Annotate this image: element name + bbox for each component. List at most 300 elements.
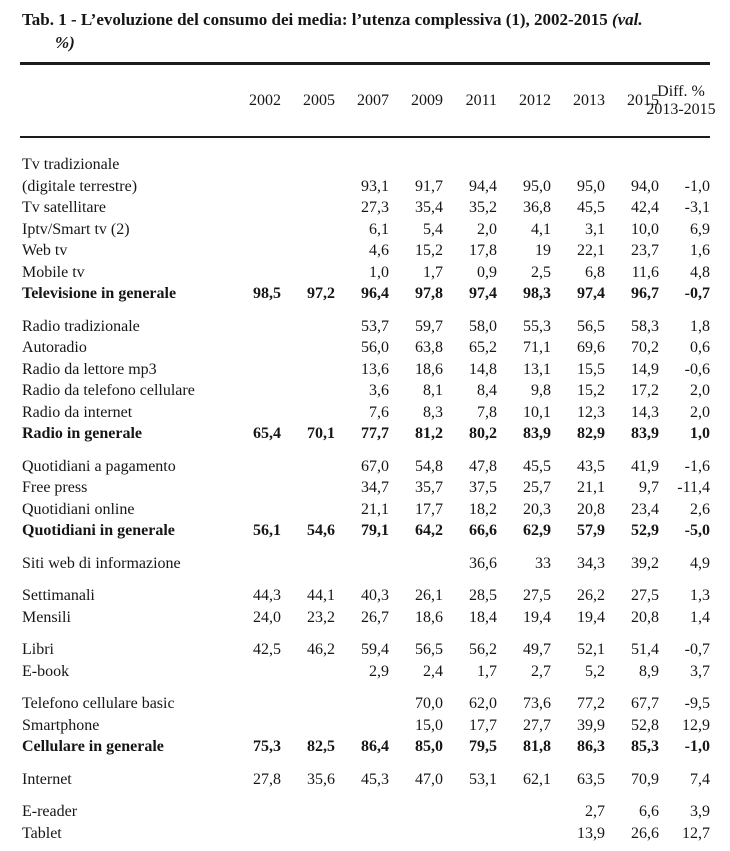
cell-value <box>229 499 283 521</box>
cell-value: 59,4 <box>361 641 389 658</box>
diff-header-line2: 2013-2015 <box>646 100 716 118</box>
cell-value: 20,8 <box>631 608 659 626</box>
cell-value: 55,3 <box>523 317 551 335</box>
cell-value: 6,8 <box>585 263 605 281</box>
cell-diff-value: 0,6 <box>690 339 710 356</box>
cell-value: 19,4 <box>577 608 605 626</box>
cell-value <box>283 262 337 284</box>
group-spacer <box>20 758 710 769</box>
table-row <box>20 197 710 219</box>
cell-value <box>229 359 283 381</box>
cell-value <box>283 553 337 575</box>
cell-value: 1,7 <box>423 263 443 281</box>
cell-value <box>499 823 553 845</box>
row-label: Quotidiani a pagamento <box>22 457 176 475</box>
cell-value <box>283 154 337 176</box>
table-row <box>20 661 710 683</box>
column-header-year: 2015 <box>627 91 659 109</box>
row-label: Settimanali <box>22 587 95 604</box>
cell-value <box>229 240 283 262</box>
cell-diff-value: 12,7 <box>682 824 710 842</box>
cell-value: 54,8 <box>415 457 443 475</box>
cell-value <box>229 197 283 219</box>
cell-value: 36,8 <box>523 199 551 216</box>
group-spacer <box>20 542 710 553</box>
cell-value: 21,1 <box>361 500 389 518</box>
cell-value: 6,1 <box>369 220 389 238</box>
row-label: Radio tradizionale <box>22 317 140 335</box>
cell-diff-value: -5,0 <box>684 522 710 539</box>
cell-value: 41,9 <box>631 457 659 475</box>
cell-value <box>229 823 283 845</box>
cell-value: 13,6 <box>361 360 389 378</box>
cell-diff-value: 4,8 <box>690 263 710 281</box>
cell-diff-value: 2,0 <box>690 382 710 399</box>
cell-value: 3,1 <box>585 220 605 238</box>
cell-value <box>229 154 283 176</box>
cell-value <box>283 477 337 499</box>
cell-value: 27,5 <box>631 587 659 604</box>
cell-diff-value: -0,7 <box>684 285 710 302</box>
cell-value: 11,6 <box>631 263 659 281</box>
cell-value: 86,3 <box>577 738 605 755</box>
row-label: Cellulare in generale <box>22 738 164 755</box>
cell-value: 15,2 <box>415 242 443 259</box>
cell-value <box>553 154 607 176</box>
cell-value: 81,8 <box>523 738 551 755</box>
cell-value: 8,4 <box>477 382 497 399</box>
table-row <box>20 477 710 499</box>
row-label: Smartphone <box>22 716 100 734</box>
table-row <box>20 283 710 305</box>
cell-value: 9,7 <box>639 479 659 496</box>
cell-value: 81,2 <box>415 425 443 442</box>
cell-value: 26,6 <box>631 824 659 842</box>
cell-value: 70,1 <box>307 425 335 442</box>
cell-value <box>283 337 337 359</box>
table-body <box>20 137 710 844</box>
cell-value: 93,1 <box>361 177 389 195</box>
cell-value <box>283 359 337 381</box>
column-header-year: 2005 <box>303 91 335 109</box>
cell-value <box>229 553 283 575</box>
cell-value: 47,0 <box>415 770 443 788</box>
cell-diff-value: -1,0 <box>684 177 710 195</box>
cell-value <box>283 715 337 737</box>
table-title-val-part1: (val. <box>611 10 643 29</box>
cell-value: 62,0 <box>469 695 497 712</box>
cell-value: 77,7 <box>361 425 389 442</box>
cell-diff-value: -0,6 <box>684 360 710 378</box>
cell-value <box>337 801 391 823</box>
cell-value: 53,7 <box>361 317 389 335</box>
cell-value <box>607 154 661 176</box>
cell-value: 70,0 <box>415 695 443 712</box>
table-header <box>20 64 716 138</box>
cell-value: 52,9 <box>631 522 659 539</box>
table-row <box>20 769 710 791</box>
cell-value: 28,5 <box>469 587 497 604</box>
table-row <box>20 154 710 176</box>
cell-value: 97,2 <box>307 285 335 302</box>
row-label: Web tv <box>22 242 68 259</box>
cell-diff-value: -1,6 <box>684 457 710 475</box>
cell-value: 98,5 <box>253 285 281 302</box>
cell-value: 34,7 <box>361 479 389 496</box>
table-row <box>20 359 710 381</box>
cell-value: 22,1 <box>577 242 605 259</box>
cell-value: 82,5 <box>307 738 335 755</box>
table-title-line1 <box>22 8 710 31</box>
cell-value: 0,9 <box>477 263 497 281</box>
table-title-line2 <box>22 31 710 54</box>
row-label: Radio in generale <box>22 425 142 442</box>
cell-value <box>283 499 337 521</box>
cell-value: 9,8 <box>531 382 551 399</box>
row-label: Radio da internet <box>22 403 133 421</box>
cell-value <box>337 553 391 575</box>
row-label: Tv tradizionale <box>22 156 120 173</box>
column-header-year: 2009 <box>411 91 443 109</box>
cell-value: 97,8 <box>415 285 443 302</box>
cell-value: 36,6 <box>469 554 497 572</box>
cell-value: 64,2 <box>415 522 443 539</box>
cell-value: 57,9 <box>577 522 605 539</box>
group-spacer <box>20 682 710 693</box>
cell-value: 27,5 <box>523 587 551 604</box>
table-row <box>20 380 710 402</box>
cell-value: 7,8 <box>477 403 497 421</box>
cell-value: 47,8 <box>469 457 497 475</box>
cell-value: 12,3 <box>577 403 605 421</box>
row-label: Libri <box>22 641 54 658</box>
cell-value: 79,1 <box>361 522 389 539</box>
cell-value: 35,4 <box>415 199 443 216</box>
cell-diff-value: -3,1 <box>684 199 710 216</box>
cell-value <box>337 715 391 737</box>
cell-value: 7,6 <box>369 403 389 421</box>
cell-value <box>445 801 499 823</box>
cell-value: 62,1 <box>523 770 551 788</box>
cell-value <box>283 456 337 478</box>
cell-value: 46,2 <box>307 641 335 658</box>
cell-value: 13,9 <box>577 824 605 842</box>
cell-value: 33 <box>535 554 551 572</box>
table-row <box>20 316 710 338</box>
cell-value <box>391 154 445 176</box>
cell-value: 56,5 <box>577 317 605 335</box>
cell-value: 8,3 <box>423 403 443 421</box>
cell-diff-value: 1,0 <box>690 425 710 442</box>
cell-value <box>283 176 337 198</box>
cell-value: 95,0 <box>523 177 551 195</box>
row-label: E-reader <box>22 803 78 820</box>
cell-value: 19,4 <box>523 608 551 626</box>
cell-value: 23,7 <box>631 242 659 259</box>
row-label: Free press <box>22 479 88 496</box>
cell-value <box>229 402 283 424</box>
table-title <box>22 8 710 54</box>
cell-diff-value: 12,9 <box>682 716 710 734</box>
cell-value: 54,6 <box>307 522 335 539</box>
cell-value <box>283 240 337 262</box>
cell-value <box>229 456 283 478</box>
diff-header-line1: Diff. % <box>657 82 705 100</box>
column-header-year: 2013 <box>573 91 605 109</box>
cell-value: 14,9 <box>631 360 659 378</box>
table-header-row <box>20 64 710 138</box>
cell-value <box>283 823 337 845</box>
cell-value <box>283 219 337 241</box>
table-row <box>20 176 710 198</box>
cell-value: 2,0 <box>477 220 497 238</box>
cell-value: 96,7 <box>631 285 659 302</box>
table-row <box>20 337 710 359</box>
cell-value <box>391 823 445 845</box>
group-spacer <box>20 574 710 585</box>
cell-value: 8,1 <box>423 382 443 399</box>
cell-value: 59,7 <box>415 317 443 335</box>
empty-header-cell <box>20 64 229 138</box>
cell-value: 3,6 <box>369 382 389 399</box>
cell-value: 44,1 <box>307 587 335 604</box>
cell-value: 8,9 <box>639 662 659 680</box>
cell-diff-value: 1,4 <box>690 608 710 626</box>
table-row <box>20 607 710 629</box>
cell-value <box>229 693 283 715</box>
row-label: Quotidiani online <box>22 500 135 518</box>
cell-value: 6,6 <box>639 803 659 820</box>
cell-value: 73,6 <box>523 695 551 712</box>
cell-value: 18,6 <box>415 608 443 626</box>
row-label: Radio da lettore mp3 <box>22 360 157 378</box>
row-label: E-book <box>22 662 70 680</box>
cell-value <box>283 661 337 683</box>
row-label: Telefono cellulare basic <box>22 695 175 712</box>
cell-value: 35,7 <box>415 479 443 496</box>
cell-value <box>229 380 283 402</box>
row-label: Iptv/Smart tv (2) <box>22 220 130 238</box>
cell-value: 96,4 <box>361 285 389 302</box>
group-spacer <box>20 790 710 801</box>
cell-value: 97,4 <box>469 285 497 302</box>
cell-value: 27,3 <box>361 199 389 216</box>
cell-value: 62,9 <box>523 522 551 539</box>
cell-diff-value: 2,6 <box>690 500 710 518</box>
table-row <box>20 715 710 737</box>
table-row <box>20 639 710 661</box>
cell-value: 63,5 <box>577 770 605 788</box>
table-row <box>20 499 710 521</box>
table-title-val-part2: %) <box>55 33 75 52</box>
cell-value: 44,3 <box>253 587 281 604</box>
cell-value: 26,1 <box>415 587 443 604</box>
cell-value: 17,7 <box>469 716 497 734</box>
cell-value: 71,1 <box>523 339 551 356</box>
cell-value: 18,4 <box>469 608 497 626</box>
cell-value: 26,7 <box>361 608 389 626</box>
cell-value: 95,0 <box>577 177 605 195</box>
cell-diff-value: 4,9 <box>690 554 710 572</box>
cell-value <box>229 316 283 338</box>
cell-value <box>499 154 553 176</box>
cell-value: 14,8 <box>469 360 497 378</box>
table-row <box>20 262 710 284</box>
row-label: (digitale terrestre) <box>22 177 138 195</box>
cell-value: 35,6 <box>307 770 335 788</box>
cell-value: 86,4 <box>361 738 389 755</box>
cell-value: 45,5 <box>577 199 605 216</box>
cell-value: 83,9 <box>523 425 551 442</box>
cell-value: 10,0 <box>631 220 659 238</box>
cell-value: 17,2 <box>631 382 659 399</box>
cell-value: 10,1 <box>523 403 551 421</box>
row-label: Tv satellitare <box>22 199 106 216</box>
cell-value: 37,5 <box>469 479 497 496</box>
cell-value <box>283 380 337 402</box>
cell-value: 23,2 <box>307 608 335 626</box>
cell-value: 17,8 <box>469 242 497 259</box>
cell-value: 56,5 <box>415 641 443 658</box>
table-row <box>20 585 710 607</box>
cell-value <box>229 337 283 359</box>
cell-value <box>337 154 391 176</box>
row-label: Mensili <box>22 608 71 626</box>
group-spacer <box>20 305 710 316</box>
cell-value: 51,4 <box>631 641 659 658</box>
cell-value: 1,0 <box>369 263 389 281</box>
cell-value: 25,7 <box>523 479 551 496</box>
cell-value: 2,9 <box>369 662 389 680</box>
row-label: Internet <box>22 770 72 788</box>
column-header-year: 2007 <box>357 91 389 109</box>
cell-value <box>229 262 283 284</box>
cell-value: 4,1 <box>531 220 551 238</box>
cell-value: 18,6 <box>415 360 443 378</box>
table-row <box>20 219 710 241</box>
cell-value <box>283 402 337 424</box>
cell-value <box>337 693 391 715</box>
cell-diff-value: 1,8 <box>690 317 710 335</box>
cell-value: 4,6 <box>369 242 389 259</box>
cell-value <box>229 176 283 198</box>
cell-value: 18,2 <box>469 500 497 518</box>
cell-value <box>229 801 283 823</box>
cell-value <box>283 693 337 715</box>
cell-value <box>283 801 337 823</box>
cell-value: 70,9 <box>631 770 659 788</box>
cell-value: 2,5 <box>531 263 551 281</box>
cell-value: 53,1 <box>469 770 497 788</box>
cell-value: 39,2 <box>631 554 659 572</box>
table-row <box>20 402 710 424</box>
cell-value: 58,0 <box>469 317 497 335</box>
cell-value: 49,7 <box>523 641 551 658</box>
cell-value: 98,3 <box>523 285 551 302</box>
cell-value: 69,6 <box>577 339 605 356</box>
cell-value: 15,2 <box>577 382 605 399</box>
media-consumption-table <box>20 62 716 844</box>
cell-value: 58,3 <box>631 317 659 335</box>
cell-value: 14,3 <box>631 403 659 421</box>
cell-value: 45,3 <box>361 770 389 788</box>
cell-value: 85,0 <box>415 738 443 755</box>
table-row <box>20 520 710 542</box>
row-label: Tablet <box>22 824 62 842</box>
cell-value: 2,7 <box>585 803 605 820</box>
cell-value: 65,2 <box>469 339 497 356</box>
cell-value: 35,2 <box>469 199 497 216</box>
cell-value: 2,4 <box>423 662 443 680</box>
cell-value: 20,8 <box>577 500 605 518</box>
cell-value: 63,8 <box>415 339 443 356</box>
cell-value <box>229 715 283 737</box>
cell-value <box>229 661 283 683</box>
cell-value: 13,1 <box>523 360 551 378</box>
table-title-text: Tab. 1 - L’evoluzione del consumo dei media: l’utenza complessiva (1), 2002-2015 <box>22 10 608 29</box>
table-row <box>20 693 710 715</box>
cell-diff-value: 3,9 <box>690 803 710 820</box>
cell-value: 19 <box>535 242 551 259</box>
table-row <box>20 801 710 823</box>
cell-value: 56,1 <box>253 522 281 539</box>
cell-diff-value: 3,7 <box>690 662 710 680</box>
cell-value: 5,2 <box>585 662 605 680</box>
cell-value: 70,2 <box>631 339 659 356</box>
cell-value: 5,4 <box>423 220 443 238</box>
cell-diff-value: 1,6 <box>690 242 710 259</box>
cell-diff-value: 6,9 <box>690 220 710 238</box>
row-label: Siti web di informazione <box>22 554 181 572</box>
cell-value: 52,1 <box>577 641 605 658</box>
cell-value: 77,2 <box>577 695 605 712</box>
table-row <box>20 823 710 845</box>
row-label: Mobile tv <box>22 263 85 281</box>
cell-value: 42,5 <box>253 641 281 658</box>
cell-value: 21,1 <box>577 479 605 496</box>
header-body-spacer <box>20 137 710 154</box>
column-header-year: 2012 <box>519 91 551 109</box>
cell-value: 85,3 <box>631 738 659 755</box>
row-label: Autoradio <box>22 339 87 356</box>
cell-diff-value: 1,3 <box>690 587 710 604</box>
cell-value: 83,9 <box>631 425 659 442</box>
cell-value: 17,7 <box>415 500 443 518</box>
cell-value: 43,5 <box>577 457 605 475</box>
cell-value <box>391 553 445 575</box>
cell-diff-value <box>661 154 710 176</box>
cell-value: 56,0 <box>361 339 389 356</box>
group-spacer <box>20 445 710 456</box>
cell-value: 40,3 <box>361 587 389 604</box>
cell-diff-value: 7,4 <box>690 770 710 788</box>
cell-value: 15,5 <box>577 360 605 378</box>
cell-value: 2,7 <box>531 662 551 680</box>
cell-value: 20,3 <box>523 500 551 518</box>
cell-value <box>391 801 445 823</box>
cell-value: 79,5 <box>469 738 497 755</box>
cell-value: 27,8 <box>253 770 281 788</box>
cell-value <box>229 477 283 499</box>
group-spacer <box>20 628 710 639</box>
cell-value <box>499 801 553 823</box>
cell-value: 82,9 <box>577 425 605 442</box>
cell-diff-value: 2,0 <box>690 403 710 421</box>
table-row <box>20 456 710 478</box>
row-label: Televisione in generale <box>22 285 177 302</box>
cell-value: 24,0 <box>253 608 281 626</box>
cell-value: 94,4 <box>469 177 497 195</box>
